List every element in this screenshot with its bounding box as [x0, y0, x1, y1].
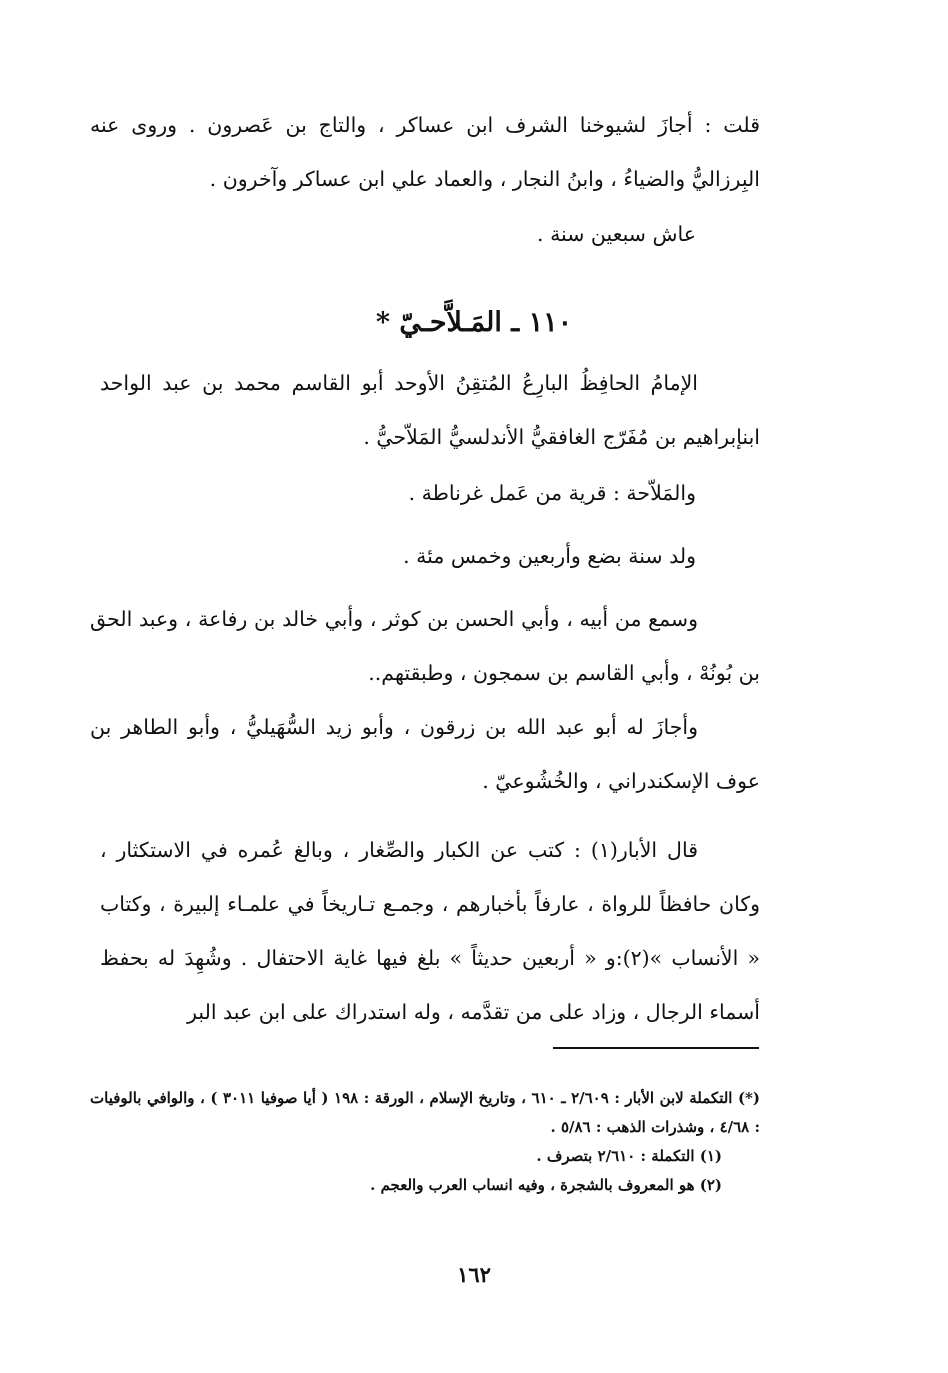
paragraph-lifespan: عاش سبعين سنة .	[537, 222, 696, 246]
paragraph-birth: ولد سنة بضع وأربعين وخمس مئة .	[403, 544, 696, 568]
footnotes	[90, 1084, 760, 1200]
paragraph-teachers: وسمع من أبيه ، وأبي الحسن بن كوثر ، وأبي خالد بن رفاعة ، وعبد الحق بن بُونُهْ ، وأبي القاسم بن سمجون ، وطبقتهم..	[90, 607, 760, 685]
footnote-2: (٢) هو المعروف بالشجرة ، وفيه انساب العرب والعجم .	[370, 1176, 722, 1194]
page-number: ١٦٢	[457, 1262, 491, 1287]
footnote-sources: (*) التكملة لابن الأبار : ٢/٦٠٩ ـ ٦١٠ ، وتاريخ الإسلام ، الورقة : ١٩٨ ( أيا صوفيا ٣٠١١ ) ، والوافي بالوفيات : ٤/٦٨ ، وشذرات الذهب : ٥/٨٦ .	[90, 1089, 760, 1136]
paragraph-biography-intro: الإمامُ الحافِظُ البارِعُ المُتقِنُ الأوحد أبو القاسم محمد بن عبد الواحد ابنإبراهيم بن مُفَرّج الغافقيُّ الأندلسيُّ المَلاّحيُّ .	[100, 371, 760, 449]
paragraph-licenses: وأجازَ له أبو عبد الله بن زرقون ، وأبو زيد السُّهَيليُّ ، وأبو الطاهر بن عوف الإسكندراني ، والخُشُوعيّ .	[90, 715, 760, 793]
paragraph-place-name: والمَلاّحة : قرية من عَمل غرناطة .	[408, 481, 696, 505]
entry-heading: ١١٠ ـ المَـلاَّحـيّ *	[375, 307, 573, 338]
footnote-divider	[553, 1047, 759, 1049]
paragraph-abbar-quote: قال الأبار(١) : كتب عن الكبار والصِّغار ، وبالغ عُمره في الاستكثار ، وكان حافظاً للرواة ، عارفاً بأخبارهم ، وجمـع تـاريخاً في علمـاء إلبيرة ، وكتاب « الأنساب »(٢):و « أربعين حديثاً » بلغ فيها غاية الاحتفال . وشُهِدَ له بحفظ أسماء الرجال ، وزاد على من تقدَّمه ، وله استدراك على ابن عبد البر	[100, 838, 760, 1024]
paragraph-narrators: قلت : أجازَ لشيوخنا الشرف ابن عساكر ، والتاج بن عَصرون . وروى عنه البِرزاليُّ والضياءُ ، وابنُ النجار ، والعماد علي ابن عساكر وآخرون .	[90, 113, 760, 191]
footnote-1: (١) التكملة : ٢/٦١٠ بتصرف .	[536, 1147, 722, 1165]
